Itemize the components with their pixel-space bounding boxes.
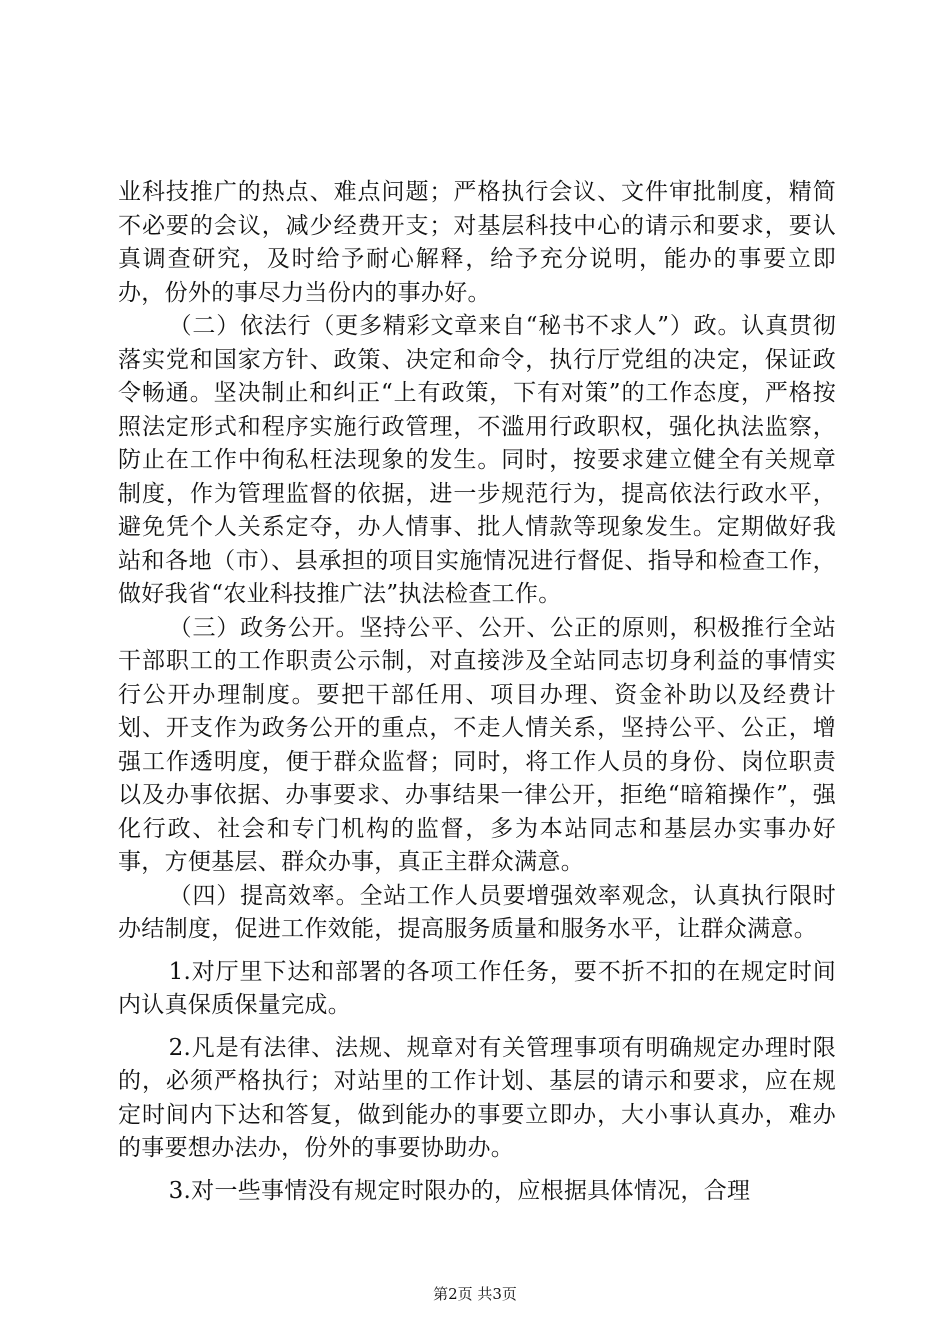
- list-item-3: 3.对一些事情没有规定时限办的，应根据具体情况，合理: [168, 1177, 751, 1204]
- page-number: 第2页 共3页: [433, 1285, 517, 1303]
- paragraph-section-4: （四）提高效率。全站工作人员要增强效率观念，认真执行限时办结制度，促进工作效能，提高服务质量和服务水平，让群众满意。: [118, 882, 836, 942]
- list-item-1: 1.对厅里下达和部署的各项工作任务，要不折不扣的在规定时间内认真保质保量完成。: [118, 958, 836, 1018]
- paragraph-continuation: 业科技推广的热点、难点问题；严格执行会议、文件审批制度，精简不必要的会议，减少经费开支；对基层科技中心的请示和要求，要认真调查研究，及时给予耐心解释，给予充分说明，能办的事要立即办，份外的事尽力当份内的事办好。: [118, 179, 836, 306]
- paragraph-section-3: （三）政务公开。坚持公平、公开、公正的原则，积极推行全站干部职工的工作职责公示制，对直接涉及全站同志切身利益的事情实行公开办理制度。要把干部任用、项目办理、资金补助以及经费计划、开支作为政务公开的重点，不走人情关系，坚持公平、公正，增强工作透明度，便于群众监督；同时，将工作人员的身份、岗位职责以及办事依据、办事要求、办事结果一律公开，拒绝“暗箱操作”，强化行政、社会和专门机构的监督，多为本站同志和基层办实事办好事，方便基层、群众办事，真正主群众满意。: [118, 614, 836, 875]
- list-item-2: 2.凡是有法律、法规、规章对有关管理事项有明确规定办理时限的，必须严格执行；对站里的工作计划、基层的请示和要求，应在规定时间内下达和答复，做到能办的事要立即办，大小事认真办，难办的事要想办法办，份外的事要协助办。: [118, 1034, 836, 1161]
- document-body: [118, 176, 836, 1208]
- paragraph-section-2: （二）依法行（更多精彩文章来自“秘书不求人”）政。认真贯彻落实党和国家方针、政策、决定和命令，执行厅党组的决定，保证政令畅通。坚决制止和纠正“上有政策，下有对策”的工作态度，严格按照法定形式和程序实施行政管理，不滥用行政职权，强化执法监察，防止在工作中徇私枉法现象的发生。同时，按要求建立健全有关规章制度，作为管理监督的依据，进一步规范行为，提高依法行政水平，避免凭个人关系定夺，办人情事、批人情款等现象发生。定期做好我站和各地（市）、县承担的项目实施情况进行督促、指导和检查工作，做好我省“农业科技推广法”执法检查工作。: [118, 313, 836, 607]
